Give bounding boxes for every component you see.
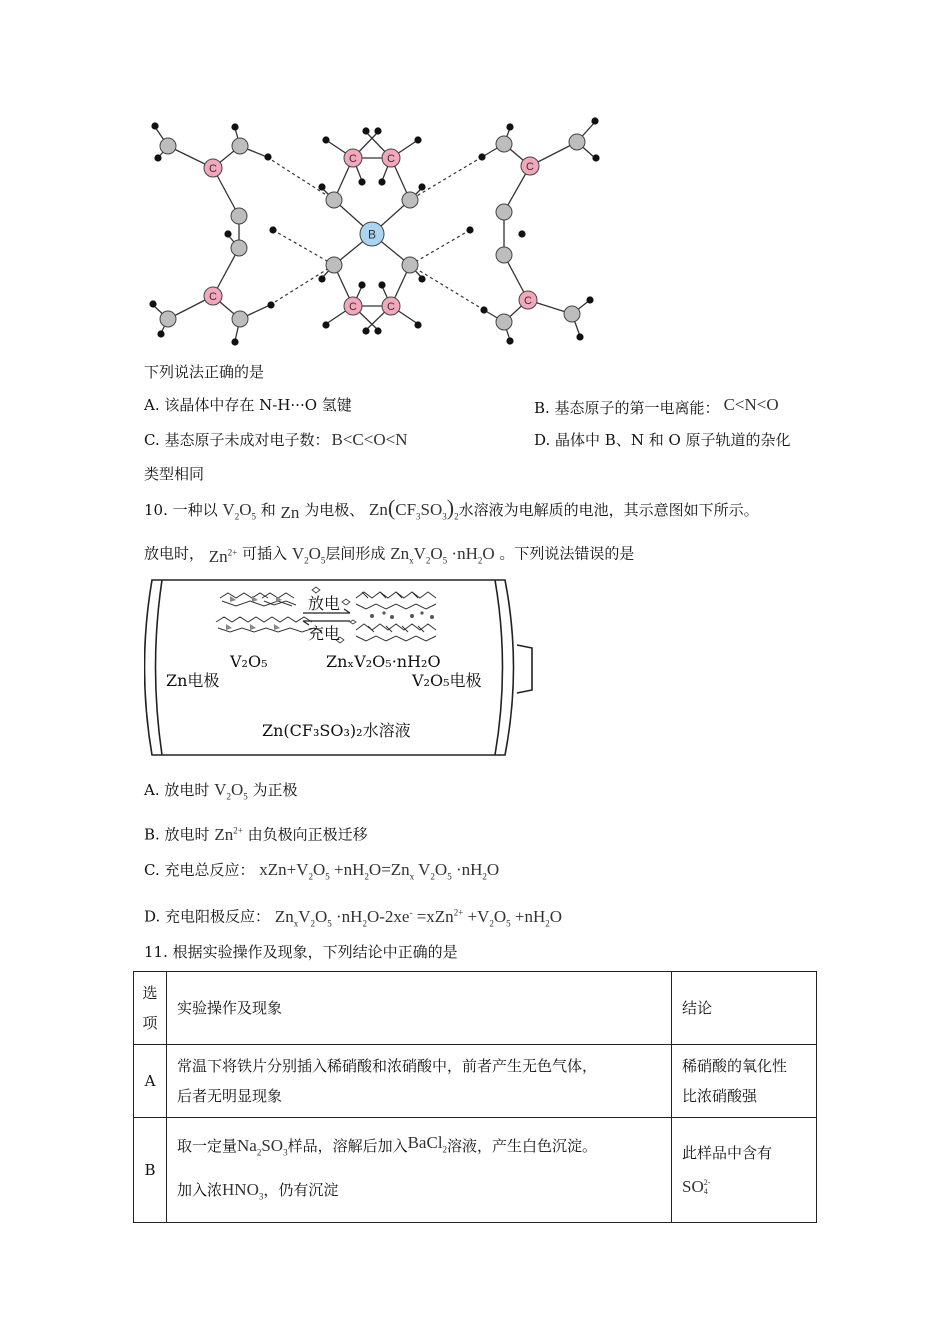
arrow-label-charge: 充电 <box>308 624 341 643</box>
row-operation: 常温下将铁片分别插入稀硝酸和浓硝酸中，前者产生无色气体， 后者无明显现象 <box>167 1045 672 1118</box>
label-v2o5-electrode: V₂O₅电极 <box>412 671 482 690</box>
atom-label-c: C <box>524 295 532 307</box>
header-option-1: 选 <box>142 984 158 1002</box>
table-row <box>134 1118 817 1223</box>
row-conclusion: 稀硝酸的氧化性 比浓硝酸强 <box>672 1045 817 1118</box>
q10-option-b: B. 放电时 $Zn^{2+}$ 由负极向正极迁移 <box>144 824 368 844</box>
atom-label-b: B <box>367 227 377 242</box>
q9-option-b: B. 基态原子的第一电离能： C<N<O <box>534 395 779 417</box>
atom-label-c: C <box>349 301 357 313</box>
q10-option-a: A. 放电时 $V_2O_5$ 为正极 <box>144 780 298 802</box>
label-zn-electrode: Zn电极 <box>166 671 220 690</box>
q9-b-formula: C<N<O <box>723 395 779 414</box>
table-row <box>134 1045 817 1118</box>
q9-option-d: D. 晶体中 B、N 和 O 原子轨道的杂化 <box>534 431 791 449</box>
battery-diagram <box>144 575 540 760</box>
q10-option-d: D. 充电阳极反应： $Zn_xV_2O_5 \cdot nH_2O-2xe^- =xZn^{2+} +V_2O_5 +nH_2O$ <box>144 906 563 929</box>
q11-table <box>133 971 817 1223</box>
q10-stem-line1: 10. 一种以 $V_2O_5$ 和 Zn 为电极、 $Zn(CF_3SO_3)_2$水溶液为电解质的电池，其示意图如下所示。 <box>144 495 759 522</box>
header-operation: 实验操作及现象 <box>167 972 672 1045</box>
q9-c-formula: B<C<O<N <box>331 430 408 449</box>
label-znxv2o5-species: ZnₓV₂O₅·nH₂O <box>326 652 441 671</box>
atom-label-c: C <box>349 153 357 165</box>
crystal-structure-figure <box>140 112 610 352</box>
arrow-label-discharge: 放电 <box>308 594 341 613</box>
atom-label-c: C <box>209 291 217 303</box>
atom-label-c: C <box>526 161 534 173</box>
atom-label-c: C <box>209 163 217 175</box>
q9-option-c: C. 基态原子未成对电子数： B<C<O<N <box>144 430 408 449</box>
header-option-2: 项 <box>142 1014 158 1032</box>
q10-stem-line2: 放电时， $Zn^{2+}$ 可插入 $V_2O_5$层间形成 $Zn_xV_2O_5 \cdot nH_2O$ 。下列说法错误的是 <box>144 543 635 566</box>
q9-option-d-cont: 类型相同 <box>144 465 205 483</box>
row-option: A <box>134 1045 167 1118</box>
atom-label-c: C <box>387 301 395 313</box>
row-conclusion: 此样品中含有 SO 2- 4 <box>672 1118 817 1223</box>
table-header-row <box>134 972 817 1045</box>
header-conclusion: 结论 <box>672 972 817 1045</box>
label-electrolyte: Zn(CF₃SO₃)₂水溶液 <box>262 721 411 740</box>
atom-label-c: C <box>387 153 395 165</box>
row-option: B <box>134 1118 167 1223</box>
q9-option-a: A. 该晶体中存在 N-H···O 氢键 <box>144 396 352 414</box>
row-operation: 取一定量$Na_2SO_3$样品，溶解后加入BaCl$_2$溶液，产生白色沉淀。 加入浓$HNO_3$，仍有沉淀 <box>167 1118 672 1223</box>
q9-stem: 下列说法正确的是 <box>144 363 265 381</box>
q11-stem: 11. 根据实验操作及现象，下列结论中正确的是 <box>144 943 458 961</box>
label-v2o5-species: V₂O₅ <box>230 652 268 671</box>
q10-option-c: C. 充电总反应： $xZn+V_2O_5 +nH_2O=Zn_x$ $V_2O_5 \cdot nH_2O$ <box>144 860 500 882</box>
